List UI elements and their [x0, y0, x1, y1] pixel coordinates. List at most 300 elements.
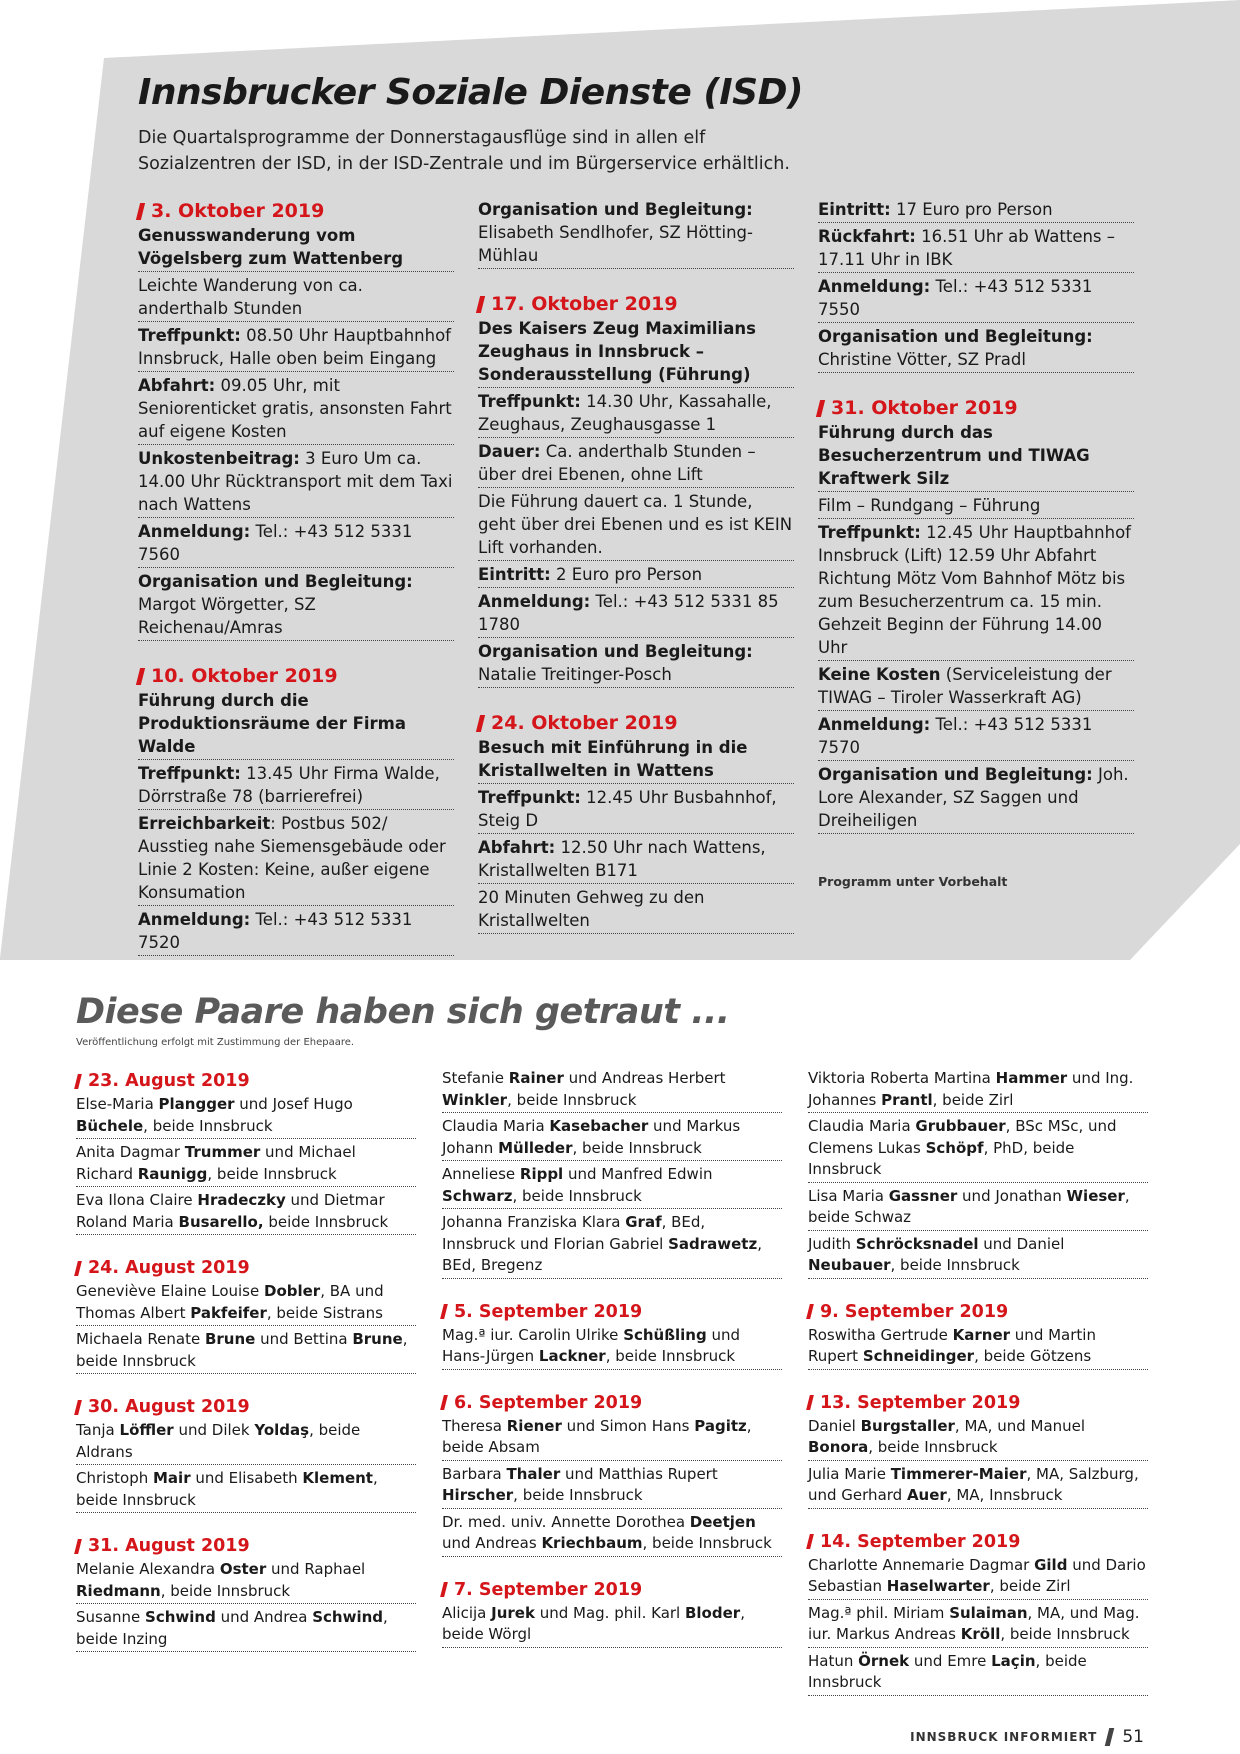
- couple-entry: [76, 1607, 416, 1652]
- surname: Gild: [1034, 1555, 1068, 1574]
- slash-marker-icon: [806, 1395, 814, 1410]
- event-block: [818, 198, 1134, 373]
- surname: Yoldaş: [254, 1421, 310, 1439]
- event-detail-row: [818, 763, 1134, 834]
- couple-entry: [808, 1651, 1148, 1696]
- surname: Haselwarter: [886, 1577, 990, 1595]
- isd-column-2: [478, 198, 794, 956]
- surname: Schröcksnadel: [855, 1234, 979, 1253]
- event-date-text: 17. Oktober 2019: [491, 293, 678, 315]
- event-detail-text: : Postbus 502/ Ausstieg nahe Siemensgebäude oder Linie 2 Kosten: Keine, außer eigene Konsumation: [138, 814, 446, 902]
- name-text: Johanna Franziska Klara: [442, 1213, 626, 1231]
- isd-intro: Die Quartalsprogramme der Donnerstagausflüge sind in allen elf Sozialzentren der ISD, in der ISD-Zentrale und im Bürgerservice erhältlich.: [138, 128, 790, 174]
- event-detail-row: [818, 275, 1134, 323]
- name-text: und Dilek: [173, 1421, 255, 1439]
- event-detail-row: [478, 440, 794, 488]
- event-title: Führung durch das Besucherzentrum und TIWAG Kraftwerk Silz: [818, 421, 1134, 492]
- name-text: und Andreas Herbert: [563, 1069, 726, 1087]
- wedding-date: [442, 1299, 782, 1325]
- name-text: Stefanie: [442, 1069, 509, 1087]
- surname: Auer: [906, 1486, 947, 1504]
- name-text: Anita Dagmar: [76, 1143, 185, 1161]
- surname: Hammer: [995, 1069, 1068, 1087]
- name-text: , beide Innsbruck: [868, 1438, 998, 1456]
- weddings-column-2: [442, 1068, 782, 1668]
- wedding-date-text: 31. August 2019: [88, 1536, 250, 1556]
- name-text: , BEd, Bregenz: [442, 1234, 762, 1274]
- event-date: [138, 198, 454, 224]
- surname: Jurek: [491, 1603, 535, 1622]
- wedding-date-text: 24. August 2019: [88, 1258, 250, 1278]
- wedding-date: [76, 1255, 416, 1281]
- couple-entry: [76, 1281, 416, 1326]
- name-text: , beide Schwaz: [808, 1186, 1130, 1226]
- wedding-date-group: [76, 1533, 416, 1652]
- name-text: , BEd, Innsbruck und Florian Gabriel: [442, 1213, 706, 1253]
- event-detail-label: Dauer:: [478, 442, 541, 461]
- name-text: und Raphael: [266, 1560, 366, 1578]
- wedding-date-group: [808, 1068, 1148, 1279]
- slash-marker-icon: [440, 1582, 448, 1597]
- event-detail-row: [478, 563, 794, 588]
- couple-entry: [76, 1190, 416, 1235]
- surname: Gassner: [888, 1186, 958, 1205]
- wedding-date-group: [808, 1390, 1148, 1509]
- surname: Rainer: [508, 1069, 564, 1087]
- surname: Kröll: [960, 1625, 1001, 1643]
- surname: Schwind: [145, 1608, 216, 1626]
- couple-entry: [808, 1068, 1148, 1113]
- slash-marker-icon: [806, 1304, 814, 1319]
- event-detail-row: [818, 325, 1134, 373]
- couple-entry: [442, 1464, 782, 1509]
- event-detail-text: 16.51 Uhr ab Wattens – 17.11 Uhr in IBK: [818, 227, 1116, 269]
- wedding-date-group: [442, 1577, 782, 1648]
- name-text: , beide Innsbruck: [512, 1186, 642, 1205]
- surname: Neubauer: [808, 1256, 891, 1274]
- event-date: [818, 395, 1134, 421]
- surname: Hirscher: [442, 1486, 514, 1504]
- name-text: und Bettina: [255, 1330, 353, 1348]
- name-text: Julia Marie: [808, 1464, 891, 1483]
- name-text: und Ing. Johannes: [808, 1069, 1134, 1109]
- event-detail-label: Treffpunkt:: [478, 392, 581, 411]
- surname: Graf: [625, 1213, 662, 1231]
- couple-entry: [76, 1094, 416, 1139]
- wedding-date: [808, 1299, 1148, 1325]
- couple-entry: [442, 1116, 782, 1161]
- couple-entry: [808, 1186, 1148, 1231]
- event-detail-text: 17 Euro pro Person: [890, 200, 1053, 219]
- name-text: , beide Innsbruck: [207, 1164, 337, 1183]
- event-detail-text: Elisabeth Sendlhofer, SZ Hötting-Mühlau: [478, 223, 753, 265]
- name-text: und Jonathan: [957, 1186, 1067, 1205]
- wedding-date-text: 5. September 2019: [454, 1301, 643, 1322]
- surname: Kriechbaum: [541, 1534, 643, 1552]
- slash-marker-icon: [74, 1539, 82, 1554]
- surname: Dobler: [264, 1282, 321, 1300]
- event-date-text: 31. Oktober 2019: [831, 397, 1018, 419]
- name-text: Dr. med. univ. Annette Dorothea: [442, 1512, 690, 1531]
- event-detail-label: Organisation und Begleitung:: [138, 572, 413, 591]
- event-detail-row: [478, 590, 794, 638]
- couple-entry: [808, 1325, 1148, 1370]
- event-date: [478, 291, 794, 317]
- name-text: und Dietmar Roland Maria: [76, 1191, 385, 1231]
- wedding-date-group: [76, 1068, 416, 1235]
- event-detail-text: 09.05 Uhr, mit Seniorenticket gratis, ansonsten Fahrt auf eigene Kosten: [138, 376, 452, 441]
- event-date-text: 24. Oktober 2019: [491, 712, 678, 734]
- event-detail-label: Eintritt:: [818, 200, 891, 219]
- slash-marker-icon: [476, 715, 485, 732]
- couple-entry: [442, 1212, 782, 1279]
- event-detail-row: [478, 786, 794, 834]
- wedding-date-text: 30. August 2019: [88, 1397, 250, 1417]
- event-title: Besuch mit Einführung in die Kristallwelten in Wattens: [478, 736, 794, 784]
- wedding-date: [442, 1390, 782, 1416]
- name-text: Daniel: [808, 1416, 861, 1435]
- event-detail-row: [478, 836, 794, 884]
- name-text: , MA, und Mag. iur. Markus Andreas: [808, 1603, 1140, 1643]
- isd-column-3: [818, 198, 1134, 889]
- event-detail-label: Abfahrt:: [138, 376, 216, 395]
- event-detail-row: [478, 390, 794, 438]
- event-detail-row: [818, 663, 1134, 711]
- slash-marker-icon: [476, 296, 485, 313]
- name-text: Roswitha Gertrude: [808, 1325, 953, 1344]
- weddings-subtitle: Veröffentlichung erfolgt mit Zustimmung der Ehepaare.: [76, 1037, 355, 1048]
- wedding-date: [76, 1533, 416, 1559]
- name-text: , MA, Innsbruck: [946, 1486, 1063, 1504]
- couple-entry: [76, 1559, 416, 1604]
- event-detail-row: [478, 640, 794, 688]
- event-detail-label: Abfahrt:: [478, 838, 556, 857]
- slash-marker-icon: [816, 400, 825, 417]
- name-text: und Markus Johann: [442, 1117, 741, 1157]
- slash-marker-icon: [806, 1534, 814, 1549]
- event-block: [478, 710, 794, 934]
- surname: Brune: [352, 1330, 403, 1348]
- event-detail-label: Treffpunkt:: [818, 523, 921, 542]
- surname: Laçin: [991, 1651, 1036, 1670]
- surname: Schöpf: [925, 1138, 984, 1157]
- event-detail-text: 13.45 Uhr Firma Walde, Dörrstraße 78 (barrierefrei): [138, 764, 440, 806]
- surname: Timmerer-Maier: [890, 1464, 1027, 1483]
- event-detail-label: Eintritt:: [478, 565, 551, 584]
- couple-entry: [808, 1464, 1148, 1509]
- event-detail-label: Erreichbarkeit: [138, 814, 271, 833]
- event-detail-text: Tel.: +43 512 5331 7550: [818, 277, 1093, 319]
- slash-marker-icon: [440, 1395, 448, 1410]
- event-detail-label: Keine Kosten: [818, 665, 941, 684]
- event-date: [478, 710, 794, 736]
- couple-entry: [442, 1164, 782, 1209]
- wedding-date-group: [442, 1068, 782, 1279]
- program-disclaimer: Programm unter Vorbehalt: [818, 874, 1008, 889]
- event-detail-label: Organisation und Begleitung:: [818, 327, 1093, 346]
- event-detail-label: Rückfahrt:: [818, 227, 916, 246]
- surname: Mülleder: [498, 1138, 573, 1157]
- footer-publication: INNSBRUCK INFORMIERT: [910, 1730, 1098, 1744]
- surname: Pakfeifer: [190, 1303, 267, 1322]
- wedding-date-group: [808, 1299, 1148, 1370]
- name-text: Melanie Alexandra: [76, 1560, 220, 1578]
- surname: Bloder: [684, 1603, 741, 1622]
- name-text: Else-Maria: [76, 1095, 159, 1113]
- name-text: beide Innsbruck: [263, 1212, 389, 1231]
- event-detail-row: [138, 908, 454, 956]
- event-detail-row: [818, 521, 1134, 661]
- name-text: , beide Innsbruck: [605, 1347, 736, 1365]
- event-detail-row: [138, 762, 454, 810]
- event-detail-row: [478, 490, 794, 561]
- surname: Plangger: [158, 1095, 235, 1113]
- name-text: Hatun: [808, 1651, 859, 1670]
- event-block: [138, 663, 454, 956]
- event-detail-row: [138, 324, 454, 372]
- name-text: , beide Innsbruck: [160, 1581, 291, 1600]
- name-text: , BSc MSc, und Clemens Lukas: [808, 1117, 1117, 1157]
- name-text: und Dario Sebastian: [808, 1555, 1146, 1595]
- event-title: Führung durch die Produktionsräume der Firma Walde: [138, 689, 454, 760]
- couple-entry: [442, 1512, 782, 1557]
- surname: Deetjen: [689, 1512, 756, 1531]
- event-detail-text: 08.50 Uhr Hauptbahnhof Innsbruck, Halle oben beim Eingang: [138, 326, 451, 368]
- surname: Mair: [153, 1469, 191, 1487]
- surname: Thaler: [506, 1464, 561, 1483]
- event-block: [478, 198, 794, 269]
- slash-marker-icon: [74, 1074, 82, 1089]
- surname: Raunigg: [137, 1164, 208, 1183]
- couple-entry: [808, 1555, 1148, 1600]
- event-detail-label: Anmeldung:: [478, 592, 591, 611]
- event-block: [818, 395, 1134, 834]
- wedding-date: [442, 1577, 782, 1603]
- name-text: Judith: [808, 1234, 856, 1253]
- event-date-text: 10. Oktober 2019: [151, 665, 338, 687]
- wedding-date: [76, 1394, 416, 1420]
- event-detail-row: [138, 274, 454, 322]
- surname: Riener: [506, 1416, 562, 1435]
- name-text: Claudia Maria: [442, 1117, 550, 1135]
- wedding-date-group: [76, 1255, 416, 1374]
- couple-entry: [442, 1068, 782, 1113]
- surname: Klement: [302, 1469, 373, 1487]
- name-text: und Daniel: [978, 1234, 1065, 1253]
- event-detail-label: Organisation und Begleitung:: [478, 200, 753, 219]
- wedding-date-text: 9. September 2019: [820, 1301, 1009, 1322]
- couple-entry: [808, 1116, 1148, 1183]
- name-text: , beide Aldrans: [76, 1421, 361, 1461]
- event-detail-row: [138, 812, 454, 906]
- name-text: und Andreas: [442, 1534, 542, 1552]
- name-text: Barbara: [442, 1464, 507, 1483]
- event-detail-text: 3 Euro Um ca. 14.00 Uhr Rücktransport mit dem Taxi nach Wattens: [138, 449, 453, 514]
- event-detail-text: Tel.: +43 512 5331 7570: [818, 715, 1093, 757]
- page-number: 51: [1122, 1727, 1144, 1747]
- name-text: Michaela Renate: [76, 1330, 205, 1348]
- slash-marker-icon: [136, 203, 145, 220]
- event-detail-label: Treffpunkt:: [478, 788, 581, 807]
- event-detail-row: [818, 494, 1134, 519]
- wedding-date-group: [808, 1529, 1148, 1696]
- wedding-date-text: 13. September 2019: [820, 1392, 1021, 1413]
- name-text: Susanne: [76, 1608, 146, 1626]
- surname: Burgstaller: [860, 1416, 955, 1435]
- wedding-date: [808, 1390, 1148, 1416]
- event-detail-label: Treffpunkt:: [138, 326, 241, 345]
- name-text: und Matthias Rupert: [560, 1464, 718, 1483]
- name-text: , beide Innsbruck: [642, 1534, 772, 1552]
- name-text: , beide Absam: [442, 1416, 752, 1456]
- wedding-date-text: 7. September 2019: [454, 1579, 643, 1600]
- event-detail-text: Margot Wörgetter, SZ Reichenau/Amras: [138, 595, 316, 637]
- event-detail-label: Anmeldung:: [818, 277, 931, 296]
- page-footer: [910, 1727, 1144, 1747]
- event-detail-text: 20 Minuten Gehweg zu den Kristallwelten: [478, 888, 705, 930]
- event-detail-text: 12.45 Uhr Hauptbahnhof Innsbruck (Lift) 12.59 Uhr Abfahrt Richtung Mötz Vom Bahnhof Mötz bis zum Besucherzentrum ca. 15 min. Gehzeit Beginn der Führung 14.00 Uhr: [818, 523, 1131, 657]
- name-text: , MA, Salzburg, und Gerhard: [808, 1464, 1139, 1504]
- name-text: und Andrea: [215, 1608, 313, 1626]
- name-text: Alicija: [442, 1603, 492, 1622]
- footer-slash-icon: [1105, 1728, 1114, 1746]
- event-detail-text: Die Führung dauert ca. 1 Stunde, geht über drei Ebenen und es ist KEIN Lift vorhanden.: [478, 492, 793, 557]
- slash-marker-icon: [136, 668, 145, 685]
- event-detail-row: [138, 447, 454, 518]
- surname: Sadrawetz: [668, 1234, 758, 1253]
- event-detail-label: Treffpunkt:: [138, 764, 241, 783]
- surname: Pagitz: [694, 1416, 747, 1435]
- name-text: Viktoria Roberta Martina: [808, 1069, 996, 1087]
- slash-marker-icon: [74, 1400, 82, 1415]
- name-text: Mag.ª phil. Miriam: [808, 1603, 950, 1622]
- event-detail-text: Film – Rundgang – Führung: [818, 496, 1041, 515]
- event-detail-text: 2 Euro pro Person: [550, 565, 703, 584]
- surname: Oster: [219, 1560, 267, 1578]
- name-text: und Martin Rupert: [808, 1325, 1096, 1365]
- couple-entry: [442, 1603, 782, 1648]
- surname: Schwarz: [442, 1186, 513, 1205]
- event-detail-text: Ca. anderthalb Stunden – über drei Ebenen, ohne Lift: [478, 442, 756, 484]
- isd-title: Innsbrucker Soziale Dienste (ISD): [138, 72, 803, 113]
- couple-entry: [808, 1416, 1148, 1461]
- event-date-text: 3. Oktober 2019: [151, 200, 325, 222]
- surname: Winkler: [442, 1090, 508, 1109]
- name-text: , beide Innsbruck: [76, 1469, 378, 1509]
- name-text: Tanja: [76, 1421, 120, 1439]
- event-detail-label: Anmeldung:: [138, 522, 251, 541]
- name-text: , beide Innsbruck: [572, 1138, 702, 1157]
- event-detail-row: [138, 374, 454, 445]
- name-text: und Michael Richard: [76, 1143, 356, 1183]
- isd-column-1: [138, 198, 454, 978]
- name-text: , beide Innsbruck: [143, 1116, 273, 1135]
- event-detail-label: Organisation und Begleitung:: [818, 765, 1093, 784]
- wedding-date-text: 14. September 2019: [820, 1531, 1021, 1552]
- surname: Schwind: [312, 1608, 384, 1626]
- event-detail-row: [818, 225, 1134, 273]
- couple-entry: [76, 1329, 416, 1374]
- name-text: und Simon Hans: [561, 1416, 695, 1435]
- surname: Karner: [952, 1325, 1011, 1344]
- event-date: [138, 663, 454, 689]
- surname: Sulaiman: [949, 1603, 1028, 1622]
- wedding-date-group: [442, 1299, 782, 1370]
- name-text: und Josef Hugo: [234, 1095, 353, 1113]
- event-detail-row: [478, 198, 794, 269]
- event-detail-text: Joh. Lore Alexander, SZ Saggen und Dreiheiligen: [818, 765, 1129, 830]
- surname: Prantl: [881, 1090, 933, 1109]
- event-detail-row: [138, 520, 454, 568]
- event-detail-row: [138, 570, 454, 641]
- couple-entry: [76, 1468, 416, 1513]
- surname: Lackner: [538, 1347, 606, 1365]
- event-block: [478, 291, 794, 688]
- surname: Örnek: [858, 1651, 910, 1670]
- name-text: , beide Innsbruck: [76, 1330, 408, 1370]
- event-block: [138, 198, 454, 641]
- surname: Riedmann: [76, 1581, 161, 1600]
- name-text: Geneviève Elaine Louise: [76, 1282, 264, 1300]
- event-title: Genusswanderung vom Vögelsberg zum Wattenberg: [138, 224, 454, 272]
- couple-entry: [808, 1234, 1148, 1279]
- event-detail-text: Tel.: +43 512 5331 7560: [138, 522, 413, 564]
- name-text: und Manfred Edwin: [563, 1165, 713, 1183]
- event-detail-text: Tel.: +43 512 5331 7520: [138, 910, 413, 952]
- wedding-date-group: [76, 1394, 416, 1513]
- surname: Brune: [204, 1330, 256, 1348]
- name-text: Charlotte Annemarie Dagmar: [808, 1555, 1035, 1574]
- name-text: , beide Sistrans: [266, 1303, 383, 1322]
- name-text: , BA und Thomas Albert: [76, 1282, 384, 1322]
- surname: Kasebacher: [549, 1117, 649, 1135]
- name-text: , beide Wörgl: [442, 1603, 745, 1643]
- name-text: , beide Götzens: [974, 1347, 1092, 1365]
- weddings-column-1: [76, 1068, 416, 1672]
- event-detail-label: Anmeldung:: [138, 910, 251, 929]
- name-text: , beide Zirl: [989, 1577, 1071, 1595]
- event-detail-text: 12.50 Uhr nach Wattens, Kristallwelten B171: [478, 838, 766, 880]
- name-text: , beide Innsbruck: [507, 1090, 637, 1109]
- couple-entry: [442, 1416, 782, 1461]
- surname: Schüßling: [623, 1325, 707, 1344]
- event-detail-text: 12.45 Uhr Busbahnhof, Steig D: [478, 788, 777, 830]
- couple-entry: [808, 1603, 1148, 1648]
- event-detail-text: (Serviceleistung der TIWAG – Tiroler Wasserkraft AG): [818, 665, 1112, 707]
- name-text: Eva Ilona Claire: [76, 1191, 198, 1209]
- couple-entry: [76, 1142, 416, 1187]
- name-text: , PhD, beide Innsbruck: [808, 1138, 1075, 1178]
- name-text: Anneliese: [442, 1165, 520, 1183]
- name-text: und Emre: [909, 1651, 992, 1670]
- slash-marker-icon: [440, 1304, 448, 1319]
- wedding-date-group: [442, 1390, 782, 1557]
- wedding-date-text: 6. September 2019: [454, 1392, 643, 1413]
- name-text: , beide Zirl: [932, 1090, 1014, 1109]
- name-text: , beide Innsbruck: [808, 1651, 1087, 1691]
- event-detail-text: Natalie Treitinger-Posch: [478, 665, 672, 684]
- couple-entry: [76, 1420, 416, 1465]
- name-text: Theresa: [442, 1416, 507, 1435]
- event-detail-row: [818, 713, 1134, 761]
- slash-marker-icon: [74, 1261, 82, 1276]
- wedding-date: [76, 1068, 416, 1094]
- weddings-title: Diese Paare haben sich getraut ...: [76, 992, 730, 1032]
- surname: Bonora: [808, 1438, 869, 1456]
- event-detail-text: 14.30 Uhr, Kassahalle, Zeughaus, Zeughausgasse 1: [478, 392, 772, 434]
- surname: Rippl: [519, 1165, 564, 1183]
- surname: Wieser: [1066, 1186, 1125, 1205]
